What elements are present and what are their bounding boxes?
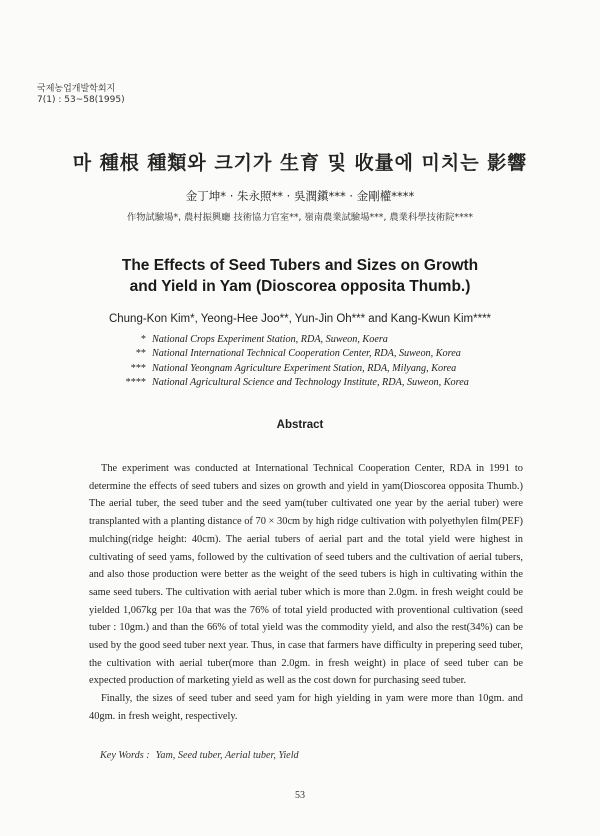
affiliation-text: National International Technical Cooperation Center, RDA, Suweon, Korea (152, 348, 461, 360)
affiliation-text: National Agricultural Science and Technology Institute, RDA, Suweon, Korea (152, 377, 469, 389)
page-number: 53 (295, 790, 305, 801)
affiliation-text: National Crops Experiment Station, RDA, Suweon, Koera (152, 334, 388, 345)
keywords-text: Yam, Seed tuber, Aerial tuber, Yield (155, 750, 299, 761)
english-authors: Chung-Kon Kim*, Yeong-Hee Joo**, Yun-Jin Oh*** and Kang-Kwun Kim**** (108, 313, 492, 325)
journal-header (37, 84, 125, 106)
korean-title: 마 種根 種類와 크기가 生育 및 收量에 미치는 影響 (72, 152, 528, 174)
korean-affiliations: 作物試驗場*, 農村振興廳 技術協力官室**, 嶺南農業試驗場***, 農業科學技術院**** (126, 212, 474, 223)
abstract-body (89, 460, 523, 726)
abstract-paragraph: Finally, the sizes of seed tuber and seed yam for high yielding in yam were more than 10gm. and 40gm. in fresh weight, respectively. (89, 693, 523, 722)
keywords (100, 750, 299, 761)
affiliation-mark: * (140, 334, 146, 345)
affiliation-row (122, 347, 469, 361)
korean-authors: 金丁坤* · 朱永照** · 吳潤鎭*** · 金剛權**** (185, 189, 415, 203)
journal-volume: 7(1) : 53~58(1995) (37, 95, 125, 105)
affiliation-mark: ** (135, 348, 146, 360)
english-title-line-1: The Effects of Seed Tubers and Sizes on Growth (121, 257, 479, 274)
journal-name: 국제농업개발학회지 (37, 84, 116, 94)
english-title (0, 255, 600, 297)
abstract-paragraph: The experiment was conducted at International Technical Cooperation Center, RDA in 1991 to determine the effects of seed tubers and sizes on growth and yield in yam(Dioscorea opposita Thumb.) The aerial tuber, the seed tuber and the seed yam(tuber cultivated one year by the aerial tuber) were transplanted with a planting distance of 70 × 30cm by high ridge cultivation with polyethylen film(PEF) mulching(ridge height: 40cm). The aerial tubers of aerial part and the total yield were highest in cultivating of seed yams, followed by the cultivation of seed tubers and the cultivation of aerial tubers, and also those production were better as the weight of the seed tubers is high in cultivating within the same seed tubers. The cultivation with aerial tuber which is more than 2.0gm. in fresh weight could be yielded 1,067kg per 10a that was the 76% of total yield producted with proventional cultivation (seed tuber : 10gm.) and than the 66% of total yield was the commodity yield, and also the rest(34%) can be used by the good seed tuber next year. Thus, in case that farmers have difficulty in prepering seed tuber, the cultivation with aerial tuber(more than 2.0gm. in fresh weight) in place of seed tuber can be expected production of marketing yield as well as the cost down for purchasing seed tuber. (89, 463, 523, 687)
affiliation-row (122, 362, 469, 376)
affiliation-row (122, 376, 469, 390)
abstract-heading: Abstract (276, 419, 324, 431)
keywords-label: Key Words : (100, 750, 150, 761)
affiliation-text: National Yeongnam Agriculture Experiment Station, RDA, Milyang, Korea (152, 362, 457, 374)
affiliation-mark: *** (130, 362, 146, 374)
affiliation-row (122, 333, 469, 347)
affiliation-mark: **** (125, 377, 146, 389)
english-affiliations (122, 333, 469, 391)
english-title-line-2: and Yield in Yam (Dioscorea opposita Thumb.) (129, 278, 471, 295)
